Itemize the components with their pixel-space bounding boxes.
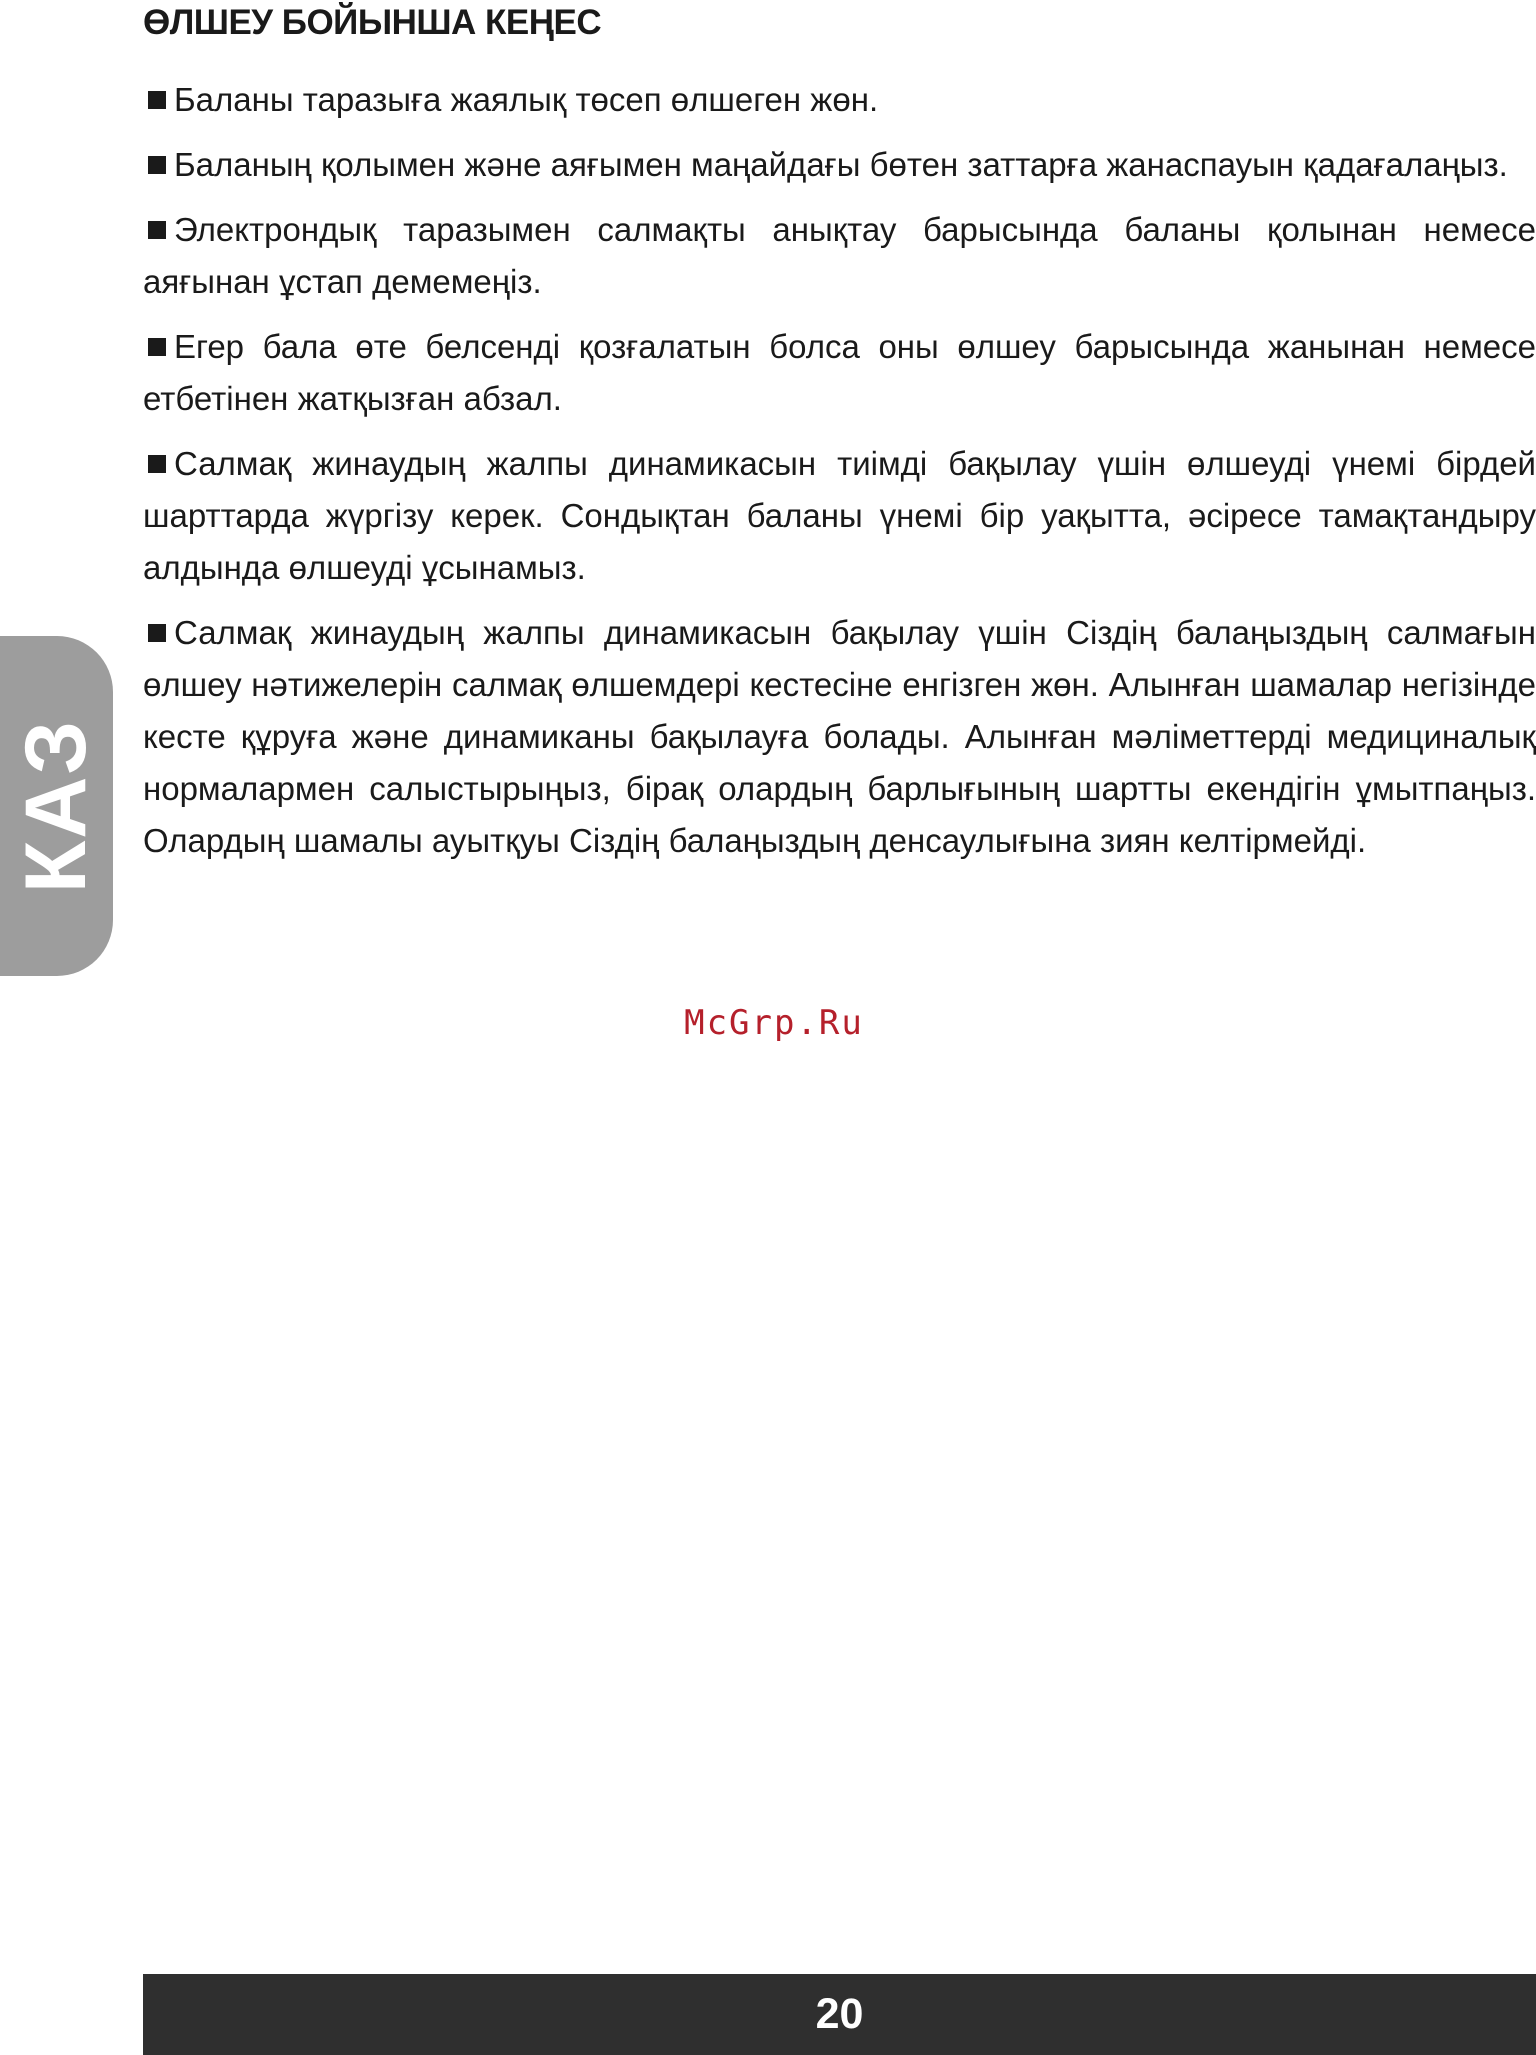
tip-paragraph — [143, 438, 1536, 594]
tips-list — [143, 74, 1536, 880]
page-heading: ӨЛШЕУ БОЙЫНША КЕҢЕС — [143, 3, 602, 42]
watermark: McGrp.Ru — [684, 1003, 864, 1043]
tip-paragraph — [143, 607, 1536, 867]
tip-text: Салмақ жинаудың жалпы динамикасын бақылау үшін Сіздің балаңыздың салмағын өлшеу нәтижелерін салмақ өлшемдері кестесіне енгізген жөн. Алынған шамалар негізінде кесте құруға және динамиканы бақылауға болады. Алынған мәліметтерді медициналық нормалармен салыстырыңыз, бірақ олардың барлығының шартты екендігін ұмытпаңыз. Олардың шамалы ауытқуы Сіздің балаңыздың денсаулығына зиян келтірмейді. — [143, 614, 1536, 859]
square-bullet-icon — [148, 624, 166, 642]
page-number: 20 — [815, 1990, 864, 2038]
tip-paragraph — [143, 74, 1536, 126]
square-bullet-icon — [148, 455, 166, 473]
tip-paragraph — [143, 204, 1536, 308]
tip-text: Егер бала өте белсенді қозғалатын болса оны өлшеу барысында жанынан немесе етбетінен жатқызған абзал. — [143, 328, 1536, 417]
square-bullet-icon — [148, 91, 166, 109]
square-bullet-icon — [148, 156, 166, 174]
footer-bar — [143, 1974, 1536, 2055]
square-bullet-icon — [148, 221, 166, 239]
tip-paragraph — [143, 321, 1536, 425]
tip-text: Баланың қолымен және аяғымен маңайдағы бөтен заттарға жанаспауын қадағалаңыз. — [174, 146, 1508, 183]
tip-text: Баланы таразыға жаялық төсеп өлшеген жөн. — [174, 81, 879, 118]
tip-text: Электрондық таразымен салмақты анықтау барысында баланы қолынан немесе аяғынан ұстап демемеңіз. — [143, 211, 1536, 300]
square-bullet-icon — [148, 338, 166, 356]
tip-text: Салмақ жинаудың жалпы динамикасын тиімді бақылау үшін өлшеуді үнемі бірдей шарттарда жүргізу керек. Сондықтан баланы үнемі бір уақытта, әсіресе тамақтандыру алдында өлшеуді ұсынамыз. — [143, 445, 1536, 586]
language-tab — [0, 636, 113, 976]
tip-paragraph — [143, 139, 1536, 191]
language-tab-label: КАЗ — [8, 718, 104, 894]
